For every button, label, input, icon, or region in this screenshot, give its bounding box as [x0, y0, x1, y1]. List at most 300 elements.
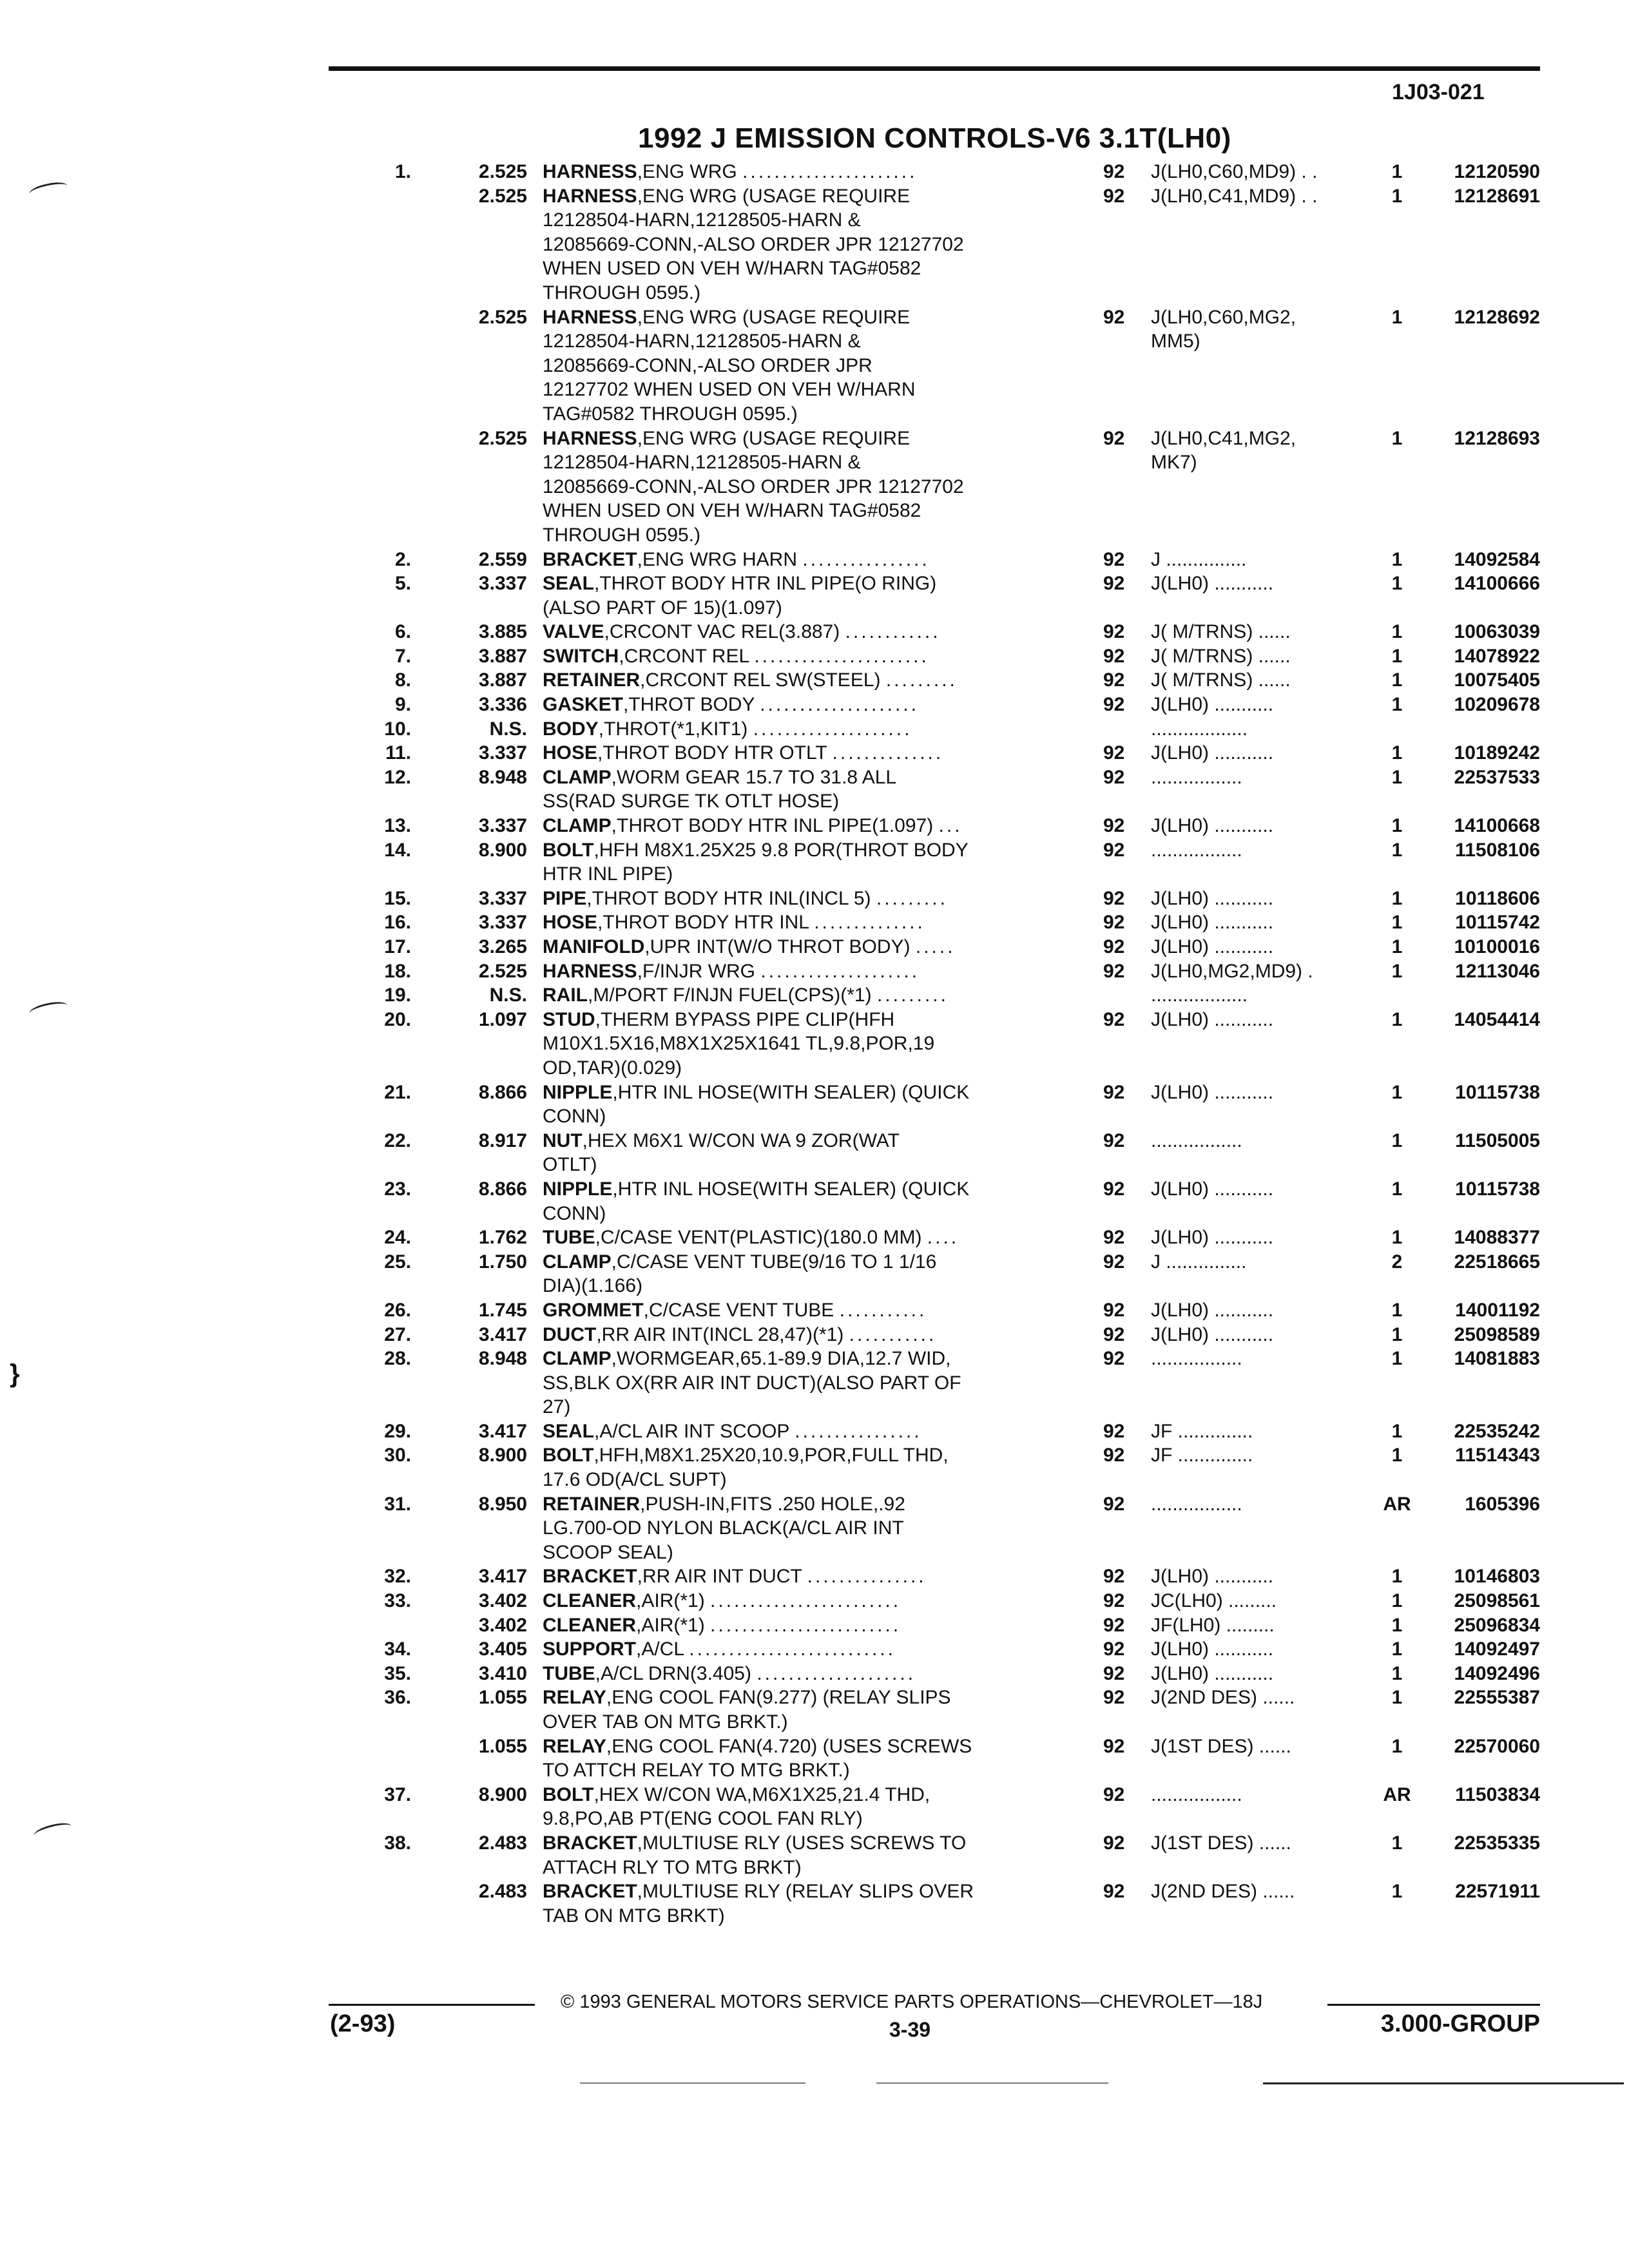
group-number: N.S.	[489, 718, 527, 740]
model-year: 92	[1103, 1348, 1125, 1370]
group-number: 1.097	[478, 1008, 527, 1030]
part-number: 25096834	[1454, 1614, 1540, 1636]
part-row	[0, 1637, 1629, 1662]
part-number: 14001192	[1455, 1299, 1540, 1321]
part-detail: ,ENG WRG	[637, 161, 737, 182]
item-number: 12.	[384, 766, 411, 788]
part-number: 12128691	[1454, 185, 1540, 207]
group-number: 2.483	[478, 1881, 527, 1903]
part-row	[0, 1613, 1629, 1638]
item-number: 26.	[384, 1299, 411, 1321]
part-number: 14092496	[1454, 1662, 1540, 1684]
part-description	[543, 572, 1052, 620]
model-year: 92	[1103, 1783, 1125, 1805]
item-number: 33.	[384, 1590, 411, 1612]
group-number: 3.402	[478, 1590, 527, 1612]
item-number: 1.	[394, 161, 411, 182]
part-description	[543, 427, 1052, 548]
quantity: 1	[1391, 621, 1403, 643]
item-number: 6.	[394, 621, 411, 643]
part-detail: ,C/CASE VENT TUBE(9/16 TO 1 1/16 DIA)(1.166)	[543, 1251, 937, 1297]
quantity: 1	[1391, 669, 1403, 691]
part-row	[0, 1177, 1629, 1225]
application: ..................	[1151, 985, 1248, 1006]
part-name: CLEANER	[543, 1590, 637, 1612]
quantity: 1	[1391, 1348, 1403, 1370]
part-name: HOSE	[543, 912, 598, 934]
model-year: 92	[1103, 742, 1125, 764]
item-number: 38.	[384, 1832, 411, 1854]
group-number: 1.055	[478, 1687, 527, 1709]
part-row	[0, 427, 1629, 548]
leader-dots: ....................	[753, 718, 912, 740]
leader-dots: ...........	[839, 1299, 927, 1321]
model-year: 92	[1103, 1590, 1125, 1612]
margin-bracket-mark: }	[10, 1360, 20, 1388]
part-number: 10063039	[1454, 621, 1540, 643]
item-number: 37.	[384, 1783, 411, 1805]
leader-dots: ................	[795, 1420, 922, 1442]
item-number: 19.	[384, 985, 411, 1006]
part-description	[543, 1008, 1052, 1081]
group-number: 2.525	[478, 427, 527, 449]
part-number: 14081883	[1454, 1348, 1540, 1370]
part-detail: ,ENG COOL FAN(4.720) (USES SCREWS TO ATTCH RELAY TO MTG BRKT.)	[543, 1735, 972, 1782]
item-number: 29.	[384, 1420, 411, 1442]
part-row	[0, 1831, 1629, 1879]
quantity: 1	[1391, 887, 1403, 909]
part-description	[543, 644, 1052, 669]
part-name: HARNESS	[543, 185, 637, 207]
part-name: HARNESS	[543, 960, 637, 982]
quantity: 1	[1391, 1445, 1403, 1466]
item-number: 23.	[384, 1178, 411, 1200]
group-number: 3.265	[478, 936, 527, 957]
application: J( M/TRNS) ......	[1151, 669, 1291, 691]
item-number: 17.	[384, 936, 411, 957]
part-detail: ,MULTIUSE RLY (RELAY SLIPS OVER TAB ON MTG BRKT)	[543, 1881, 974, 1927]
leader-dots: ................	[802, 548, 930, 570]
top-rule	[329, 66, 1540, 71]
part-name: DUCT	[543, 1323, 597, 1345]
application: J(LH0) ...........	[1151, 1008, 1274, 1030]
application: J(1ST DES) ......	[1151, 1832, 1291, 1854]
part-row	[0, 693, 1629, 717]
part-detail: ,THROT BODY	[623, 694, 755, 716]
model-year: 92	[1103, 1735, 1125, 1757]
leader-dots: ........................	[710, 1590, 901, 1612]
part-description	[543, 1637, 1052, 1662]
part-description	[543, 548, 1052, 572]
model-year: 92	[1103, 1178, 1125, 1200]
item-number: 11.	[385, 742, 411, 764]
quantity: 1	[1391, 936, 1403, 957]
part-row	[0, 1250, 1629, 1298]
part-number: 25098561	[1454, 1590, 1540, 1612]
part-detail: ,MULTIUSE RLY (USES SCREWS TO ATTACH RLY TO MTG BRKT)	[543, 1832, 967, 1878]
group-number: 3.337	[478, 912, 527, 934]
part-number: 14088377	[1454, 1227, 1540, 1249]
part-row	[0, 1081, 1629, 1129]
leader-dots: .....	[915, 936, 956, 957]
quantity: 1	[1391, 573, 1403, 595]
part-name: TUBE	[543, 1227, 595, 1249]
part-detail: ,WORMGEAR,65.1-89.9 DIA,12.7 WID, SS,BLK OX(RR AIR INT DUCT)(ALSO PART OF 27)	[543, 1348, 961, 1418]
part-number: 12128693	[1454, 427, 1540, 449]
quantity: AR	[1383, 1493, 1411, 1515]
leader-dots: .........	[876, 887, 948, 909]
part-description	[543, 765, 1052, 814]
item-number: 32.	[384, 1566, 411, 1588]
quantity: 1	[1391, 1323, 1403, 1345]
group-number: 3.402	[478, 1614, 527, 1636]
application: .................	[1151, 1129, 1242, 1151]
leader-dots: ....................	[760, 960, 920, 982]
part-description	[543, 1735, 1052, 1783]
model-year: 92	[1103, 573, 1125, 595]
part-row	[0, 910, 1629, 935]
part-number: 14100666	[1454, 573, 1540, 595]
part-row	[0, 620, 1629, 644]
part-detail: ,A/CL DRN(3.405)	[595, 1662, 751, 1684]
application: J(LH0) ...........	[1151, 815, 1274, 837]
part-name: VALVE	[543, 621, 604, 643]
model-year: 92	[1103, 912, 1125, 934]
part-number: 22535335	[1454, 1832, 1540, 1854]
group-number: 2.525	[478, 185, 527, 207]
model-year: 92	[1103, 1566, 1125, 1588]
leader-dots: ..........................	[689, 1639, 896, 1660]
model-year: 92	[1103, 839, 1125, 861]
group-number: 3.337	[478, 887, 527, 909]
quantity: 1	[1391, 1590, 1403, 1612]
application: JF(LH0) .........	[1151, 1614, 1275, 1636]
part-row	[0, 184, 1629, 305]
application: J ...............	[1151, 1251, 1247, 1273]
part-row	[0, 1686, 1629, 1734]
part-detail: ,THROT BODY HTR OTLT	[597, 742, 827, 764]
quantity: 1	[1391, 1614, 1403, 1636]
model-year: 92	[1103, 306, 1125, 328]
part-number: 11514343	[1455, 1445, 1540, 1466]
part-description	[543, 1783, 1052, 1831]
model-year: 92	[1103, 427, 1125, 449]
part-row	[0, 644, 1629, 669]
part-name: BOLT	[543, 839, 594, 861]
footer-page-number: 3-39	[889, 2018, 931, 2041]
group-number: 8.950	[478, 1493, 527, 1515]
application: J(LH0) ...........	[1151, 1662, 1274, 1684]
group-number: 3.336	[478, 694, 527, 716]
part-row	[0, 741, 1629, 765]
part-description	[543, 887, 1052, 911]
item-number: 7.	[394, 645, 411, 667]
part-description	[543, 1298, 1052, 1323]
application: ..................	[1151, 718, 1248, 740]
model-year: 92	[1103, 815, 1125, 837]
leader-dots: ..............	[814, 912, 925, 934]
part-description	[543, 620, 1052, 644]
group-number: 1.055	[478, 1735, 527, 1757]
group-number: 8.917	[478, 1129, 527, 1151]
part-description	[543, 838, 1052, 887]
part-name: CLAMP	[543, 1348, 612, 1370]
part-description	[543, 983, 1052, 1008]
parts-list	[0, 160, 1629, 1928]
part-detail: ,C/CASE VENT(PLASTIC)(180.0 MM)	[595, 1227, 922, 1249]
part-detail: ,THROT(*1,KIT1)	[598, 718, 748, 740]
part-number: 10115738	[1455, 1081, 1540, 1103]
part-number: 25098589	[1454, 1323, 1540, 1345]
quantity: 1	[1391, 1420, 1403, 1442]
model-year: 92	[1103, 1445, 1125, 1466]
application: J(LH0) ...........	[1151, 1323, 1274, 1345]
application: J(1ST DES) ......	[1151, 1735, 1291, 1757]
part-name: NIPPLE	[543, 1081, 613, 1103]
part-number: 14078922	[1454, 645, 1540, 667]
part-number: 22537533	[1454, 766, 1540, 788]
part-name: BODY	[543, 718, 599, 740]
group-number: 3.417	[478, 1566, 527, 1588]
model-year: 92	[1103, 161, 1125, 182]
part-detail: ,WORM GEAR 15.7 TO 31.8 ALL SS(RAD SURGE TK OTLT HOSE)	[543, 766, 897, 812]
part-name: BRACKET	[543, 548, 637, 570]
part-row	[0, 305, 1629, 427]
part-description	[543, 935, 1052, 959]
application: J(LH0) ...........	[1151, 694, 1274, 716]
item-number: 9.	[394, 694, 411, 716]
group-number: 3.337	[478, 573, 527, 595]
leader-dots: ......................	[754, 645, 929, 667]
model-year: 92	[1103, 645, 1125, 667]
leader-dots: ...	[938, 815, 963, 837]
group-number: 8.900	[478, 839, 527, 861]
application: J( M/TRNS) ......	[1151, 621, 1291, 643]
scan-artifact-line	[876, 2082, 1108, 2084]
quantity: 1	[1391, 1566, 1403, 1588]
part-name: RETAINER	[543, 669, 641, 691]
part-row	[0, 1443, 1629, 1492]
item-number: 13.	[384, 815, 411, 837]
item-number: 25.	[384, 1251, 411, 1273]
quantity: 1	[1391, 1687, 1403, 1709]
application: JF ..............	[1151, 1445, 1253, 1466]
quantity: 1	[1391, 694, 1403, 716]
part-name: CLAMP	[543, 815, 612, 837]
part-detail: ,HTR INL HOSE(WITH SEALER) (QUICK CONN)	[543, 1081, 970, 1128]
model-year: 92	[1103, 185, 1125, 207]
quantity: 1	[1391, 1735, 1403, 1757]
part-description	[543, 1081, 1052, 1129]
model-year: 92	[1103, 1323, 1125, 1345]
part-row	[0, 548, 1629, 572]
group-number: 8.948	[478, 766, 527, 788]
model-year: 92	[1103, 1687, 1125, 1709]
part-name: HOSE	[543, 742, 598, 764]
application: J(LH0) ...........	[1151, 742, 1274, 764]
item-number: 30.	[384, 1445, 411, 1466]
quantity: 1	[1391, 1081, 1403, 1103]
item-number: 34.	[384, 1639, 411, 1660]
part-description	[543, 184, 1052, 305]
part-number: 14092584	[1454, 548, 1540, 570]
group-number: 8.866	[478, 1081, 527, 1103]
part-name: TUBE	[543, 1662, 595, 1684]
page-title: 1992 J EMISSION CONTROLS-V6 3.1T(LH0)	[638, 122, 1231, 154]
application: J(LH0) ...........	[1151, 936, 1274, 957]
part-name: NUT	[543, 1129, 583, 1151]
part-detail: ,RR AIR INT DUCT	[637, 1566, 802, 1588]
quantity: 1	[1391, 185, 1403, 207]
part-number: 10075405	[1454, 669, 1540, 691]
application: J( M/TRNS) ......	[1151, 645, 1291, 667]
footer-date: (2-93)	[330, 2010, 396, 2037]
application: J(2ND DES) ......	[1151, 1687, 1295, 1709]
quantity: 1	[1391, 1881, 1403, 1903]
footer-left-rule	[329, 2004, 535, 2006]
part-number: 10209678	[1454, 694, 1540, 716]
part-description	[543, 1613, 1052, 1638]
part-detail: ,ENG WRG (USAGE REQUIRE 12128504-HARN,12128505-HARN & 12085669-CONN,-ALSO ORDER JPR 12127702 WHEN USED ON VEH W/HARN TAG#0582 THROUGH 0595.)	[543, 427, 964, 546]
part-row	[0, 1419, 1629, 1444]
group-number: 3.417	[478, 1420, 527, 1442]
group-number: 2.525	[478, 960, 527, 982]
quantity: 1	[1391, 912, 1403, 934]
quantity: 1	[1391, 1832, 1403, 1854]
leader-dots: ......................	[742, 161, 918, 182]
quantity: 1	[1391, 960, 1403, 982]
part-description	[543, 1492, 1052, 1565]
item-number: 20.	[384, 1008, 411, 1030]
model-year: 92	[1103, 936, 1125, 957]
part-description	[543, 717, 1052, 742]
application: J(LH0) ...........	[1151, 573, 1274, 595]
part-row	[0, 814, 1629, 838]
part-detail: ,UPR INT(W/O THROT BODY)	[644, 936, 911, 957]
model-year: 92	[1103, 1081, 1125, 1103]
group-number: 8.866	[478, 1178, 527, 1200]
part-detail: ,RR AIR INT(INCL 28,47)(*1)	[596, 1323, 844, 1345]
part-description	[543, 1225, 1052, 1250]
application: J(2ND DES) ......	[1151, 1881, 1295, 1903]
part-detail: ,ENG WRG HARN	[637, 548, 798, 570]
model-year: 92	[1103, 1639, 1125, 1660]
part-description	[543, 1129, 1052, 1177]
part-description	[543, 1564, 1052, 1589]
item-number: 18.	[384, 960, 411, 982]
leader-dots: ............	[845, 621, 941, 643]
part-description	[543, 160, 1052, 184]
model-year: 92	[1103, 1227, 1125, 1249]
group-number: 3.887	[478, 669, 527, 691]
part-description	[543, 1662, 1052, 1686]
application: J(LH0) ...........	[1151, 1639, 1274, 1660]
leader-dots: .........	[876, 985, 949, 1006]
application: JC(LH0) .........	[1151, 1590, 1277, 1612]
part-description	[543, 1419, 1052, 1444]
item-number: 10.	[384, 718, 411, 740]
part-row	[0, 1879, 1629, 1928]
part-row	[0, 1564, 1629, 1589]
part-number: 1605396	[1465, 1493, 1540, 1515]
quantity: 1	[1391, 645, 1403, 667]
part-detail: ,THERM BYPASS PIPE CLIP(HFH M10X1.5X16,M8X1X25X1641 TL,9.8,POR,19 OD,TAR)(0.029)	[543, 1008, 935, 1079]
part-detail: ,AIR(*1)	[636, 1590, 705, 1612]
part-description	[543, 1347, 1052, 1419]
group-number: 3.417	[478, 1323, 527, 1345]
part-name: HARNESS	[543, 306, 637, 328]
part-row	[0, 1129, 1629, 1177]
part-number: 10189242	[1454, 742, 1540, 764]
part-detail: ,CRCONT VAC REL(3.887)	[604, 621, 840, 643]
model-year: 92	[1103, 1129, 1125, 1151]
part-row	[0, 572, 1629, 620]
part-detail: ,HTR INL HOSE(WITH SEALER) (QUICK CONN)	[543, 1178, 970, 1224]
part-name: BOLT	[543, 1783, 594, 1805]
part-number: 11503834	[1455, 1783, 1540, 1805]
part-name: HARNESS	[543, 427, 637, 449]
quantity: AR	[1383, 1783, 1411, 1805]
quantity: 1	[1391, 766, 1403, 788]
part-row	[0, 887, 1629, 911]
part-description	[543, 959, 1052, 984]
application: J(LH0) ...........	[1151, 1299, 1274, 1321]
part-row	[0, 1008, 1629, 1081]
part-row	[0, 765, 1629, 814]
item-number: 2.	[394, 548, 411, 570]
application: J(LH0,C60,MD9) . .	[1151, 161, 1318, 182]
part-name: STUD	[543, 1008, 595, 1030]
part-row	[0, 668, 1629, 693]
part-detail: ,THROT BODY HTR INL(INCL 5)	[586, 887, 871, 909]
item-number: 35.	[384, 1662, 411, 1684]
leader-dots: ........................	[710, 1614, 901, 1636]
model-year: 92	[1103, 621, 1125, 643]
part-detail: ,HEX W/CON WA,M6X1X25,21.4 THD, 9.8,PO,AB PT(ENG COOL FAN RLY)	[543, 1783, 930, 1830]
part-detail: ,M/PORT F/INJN FUEL(CPS)(*1)	[588, 985, 872, 1006]
model-year: 92	[1103, 1251, 1125, 1273]
group-number: 2.559	[478, 548, 527, 570]
part-description	[543, 1589, 1052, 1613]
item-number: 27.	[384, 1323, 411, 1345]
part-description	[543, 1831, 1052, 1879]
model-year: 92	[1103, 1420, 1125, 1442]
part-number: 14100668	[1454, 815, 1540, 837]
group-number: 2.525	[478, 161, 527, 182]
part-detail: ,CRCONT REL	[619, 645, 749, 667]
part-name: SWITCH	[543, 645, 619, 667]
scan-artifact-line	[1263, 2082, 1624, 2084]
part-number: 22535242	[1454, 1420, 1540, 1442]
application: J(LH0,C41,MG2, MK7)	[1151, 427, 1296, 474]
part-number: 10118606	[1455, 887, 1540, 909]
part-number: 10146803	[1454, 1566, 1540, 1588]
part-detail: ,A/CL AIR INT SCOOP	[594, 1420, 789, 1442]
part-number: 14092497	[1454, 1639, 1540, 1660]
part-row	[0, 1589, 1629, 1613]
application: J(LH0,C60,MG2, MM5)	[1151, 306, 1296, 352]
application: .................	[1151, 1348, 1242, 1370]
part-description	[543, 910, 1052, 935]
model-year: 92	[1103, 1832, 1125, 1854]
application: J ...............	[1151, 548, 1247, 570]
part-description	[543, 1250, 1052, 1298]
part-description	[543, 305, 1052, 427]
application: J(LH0,C41,MD9) . .	[1151, 185, 1318, 207]
model-year: 92	[1103, 1493, 1125, 1515]
part-description	[543, 1323, 1052, 1347]
part-name: PIPE	[543, 887, 587, 909]
